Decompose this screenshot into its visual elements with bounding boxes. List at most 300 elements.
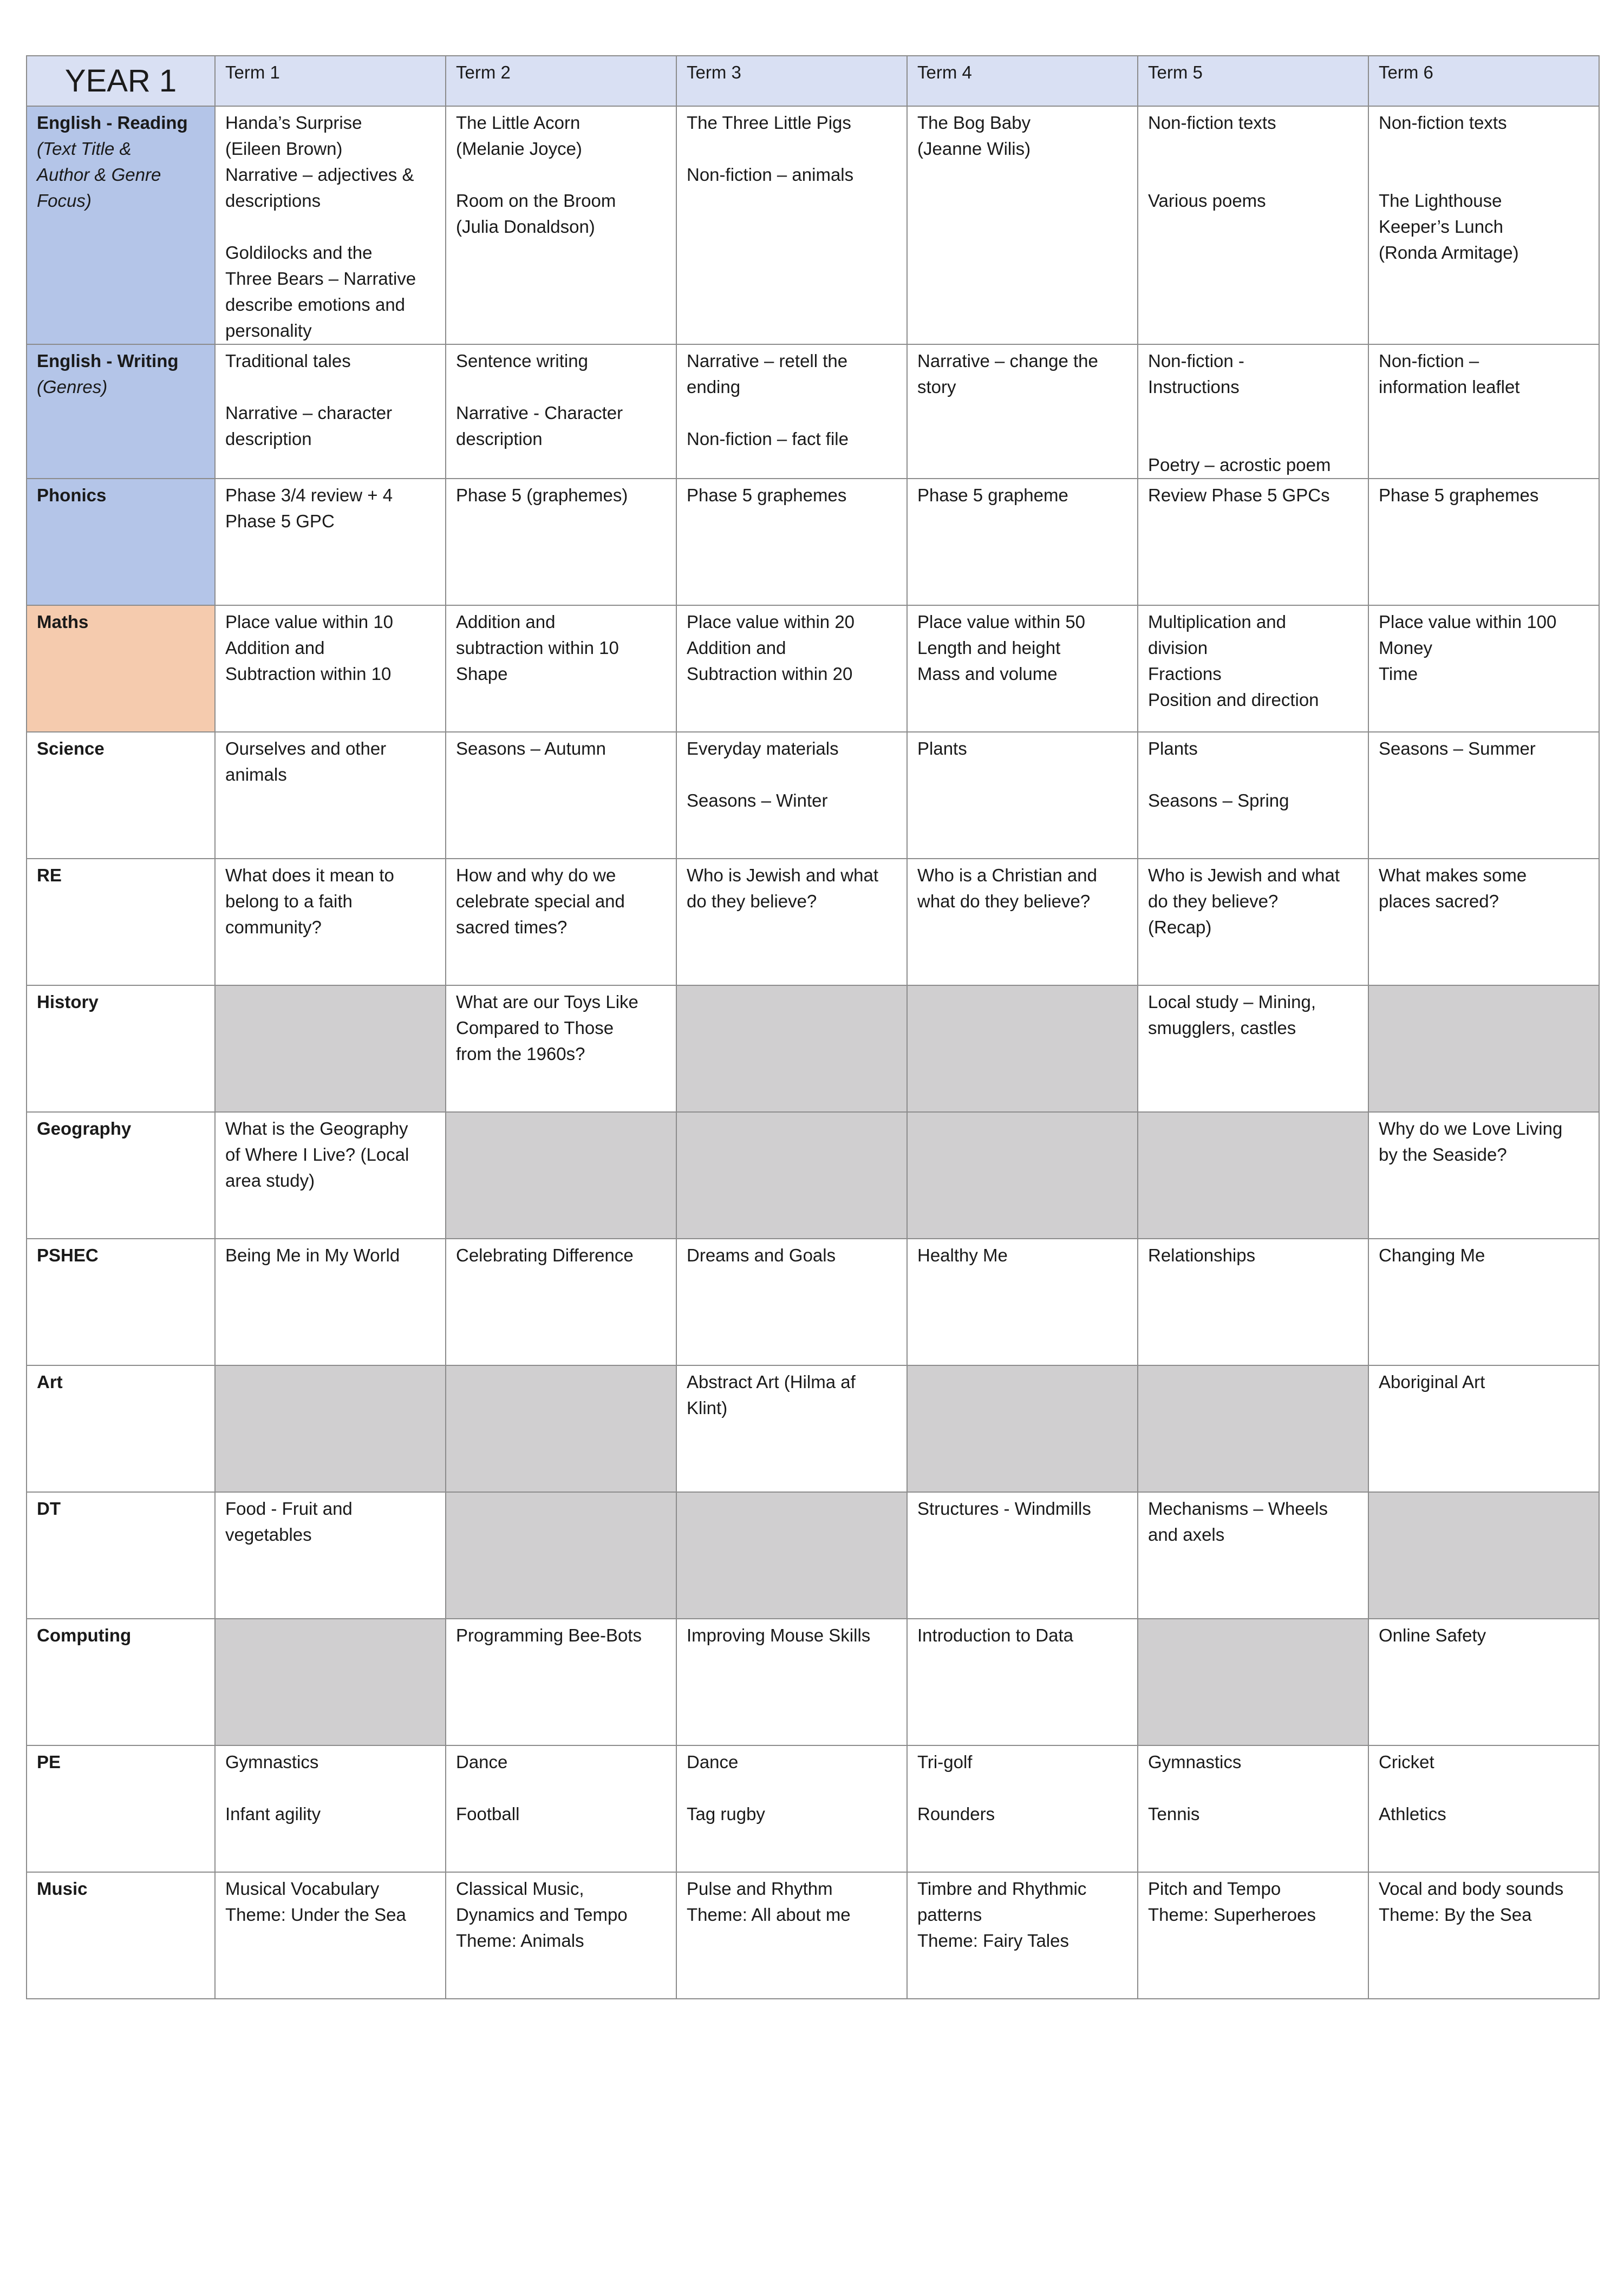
subject-cell (27, 1745, 215, 1872)
cell-text: Phase 5 grapheme (917, 485, 1068, 505)
cell-text: Position and direction (1148, 690, 1319, 710)
term-cell (446, 1492, 676, 1619)
term-cell (446, 605, 676, 732)
subject-cell (27, 985, 215, 1112)
cell-text: Poetry – acrostic poem (1148, 455, 1331, 475)
term-cell (446, 479, 676, 605)
cell-text: (Recap) (1148, 917, 1212, 937)
cell-text: Infant agility (225, 1804, 321, 1824)
term-cell (907, 859, 1138, 985)
cell-text: Classical Music, (456, 1879, 584, 1899)
term-cell (446, 985, 676, 1112)
cell-text: Theme: Under the Sea (225, 1905, 406, 1925)
cell-text: Tri-golf (917, 1752, 973, 1772)
subject-cell (27, 1619, 215, 1745)
line-gap (1379, 136, 1589, 162)
subject-label: PSHEC (37, 1245, 99, 1265)
cell-text: Being Me in My World (225, 1245, 400, 1265)
term-cell (215, 1872, 446, 1999)
cell-text: Shape (456, 664, 508, 684)
line-gap (225, 214, 435, 240)
cell-text: story (917, 377, 956, 397)
subject-label: Art (37, 1372, 63, 1392)
term-cell (1138, 106, 1368, 344)
subject-cell (27, 1492, 215, 1619)
cell-text: Addition and (687, 638, 786, 658)
curriculum-table (26, 55, 1600, 1999)
term-cell (215, 1619, 446, 1745)
term-cell (676, 985, 907, 1112)
term-cell (215, 479, 446, 605)
cell-text: Subtraction within 20 (687, 664, 853, 684)
subject-label: Science (37, 738, 105, 758)
cell-text: Non-fiction – fact file (687, 429, 849, 449)
cell-text: Programming Bee-Bots (456, 1625, 642, 1645)
cell-text: Phase 5 (graphemes) (456, 485, 628, 505)
term-cell (1138, 1872, 1368, 1999)
cell-text: Seasons – Summer (1379, 738, 1536, 758)
term-cell (676, 106, 907, 344)
cell-text: (Jeanne Wilis) (917, 139, 1031, 159)
cell-text: animals (225, 764, 287, 784)
line-gap (456, 1775, 666, 1801)
cell-text: Place value within 50 (917, 612, 1086, 632)
term-cell (446, 344, 676, 479)
cell-text: Dreams and Goals (687, 1245, 836, 1265)
subject-cell (27, 106, 215, 344)
header-row (27, 56, 1599, 106)
cell-text: The Lighthouse (1379, 191, 1502, 211)
line-gap (1148, 426, 1358, 452)
term-cell (907, 344, 1138, 479)
term-cell (676, 859, 907, 985)
cell-text: Everyday materials (687, 738, 839, 758)
cell-text: Tag rugby (687, 1804, 765, 1824)
cell-text: The Little Acorn (456, 113, 581, 133)
cell-text: Timbre and Rhythmic (917, 1879, 1087, 1899)
cell-text: describe emotions and (225, 295, 406, 315)
term-cell (907, 732, 1138, 859)
term-cell (907, 1619, 1138, 1745)
term-header: Term 2 (446, 56, 676, 106)
cell-text: Gymnastics (225, 1752, 319, 1772)
term-cell (907, 1492, 1138, 1619)
cell-text: Tennis (1148, 1804, 1200, 1824)
cell-text: Non-fiction texts (1148, 113, 1276, 133)
cell-text: Theme: Superheroes (1148, 1905, 1316, 1925)
subject-label: History (37, 992, 99, 1012)
cell-text: Klint) (687, 1398, 728, 1418)
term-cell (907, 1239, 1138, 1365)
line-gap (225, 374, 435, 400)
term-cell (907, 985, 1138, 1112)
term-cell (676, 605, 907, 732)
cell-text: Place value within 10 (225, 612, 394, 632)
subject-label: Geography (37, 1118, 132, 1139)
cell-text: information leaflet (1379, 377, 1520, 397)
term-cell (1368, 1112, 1599, 1239)
cell-text: Healthy Me (917, 1245, 1008, 1265)
table-row (27, 1112, 1599, 1239)
term-cell (1138, 605, 1368, 732)
cell-text: do they believe? (1148, 891, 1279, 911)
term-cell (676, 1872, 907, 1999)
cell-text: Fractions (1148, 664, 1222, 684)
term-cell (215, 1492, 446, 1619)
term-cell (1368, 344, 1599, 479)
term-cell (215, 985, 446, 1112)
cell-text: Non-fiction – (1379, 351, 1479, 371)
term-cell (446, 732, 676, 859)
term-cell (1368, 985, 1599, 1112)
cell-text: Dynamics and Tempo (456, 1905, 628, 1925)
cell-text: what do they believe? (917, 891, 1091, 911)
term-cell (215, 1745, 446, 1872)
cell-text: Sentence writing (456, 351, 588, 371)
cell-text: Theme: Fairy Tales (917, 1931, 1069, 1951)
term-cell (1368, 106, 1599, 344)
cell-text: Food - Fruit and (225, 1499, 353, 1519)
table-row (27, 605, 1599, 732)
cell-text: Abstract Art (Hilma af (687, 1372, 856, 1392)
subject-cell (27, 479, 215, 605)
cell-text: smugglers, castles (1148, 1018, 1296, 1038)
cell-text: The Three Little Pigs (687, 113, 851, 133)
term-cell (1368, 479, 1599, 605)
term-cell (676, 1745, 907, 1872)
cell-text: personality (225, 320, 312, 341)
line-gap (1148, 1775, 1358, 1801)
cell-text: celebrate special and (456, 891, 625, 911)
subject-note: (Genres) (37, 377, 108, 397)
subject-cell (27, 605, 215, 732)
cell-text: places sacred? (1379, 891, 1499, 911)
table-row (27, 1745, 1599, 1872)
line-gap (1379, 1775, 1589, 1801)
cell-text: Dance (456, 1752, 508, 1772)
cell-text: What is the Geography (225, 1118, 408, 1139)
cell-text: do they believe? (687, 891, 817, 911)
cell-text: (Julia Donaldson) (456, 217, 595, 237)
cell-text: Plants (917, 738, 967, 758)
table-row (27, 1619, 1599, 1745)
cell-text: Non-fiction texts (1379, 113, 1507, 133)
term-cell (446, 1745, 676, 1872)
cell-text: Narrative – change the (917, 351, 1098, 371)
cell-text: Multiplication and (1148, 612, 1286, 632)
cell-text: Why do we Love Living (1379, 1118, 1563, 1139)
table-body (27, 106, 1599, 1999)
term-cell (1138, 344, 1368, 479)
cell-text: Local study – Mining, (1148, 992, 1316, 1012)
cell-text: Review Phase 5 GPCs (1148, 485, 1330, 505)
line-gap (225, 1775, 435, 1801)
cell-text: Addition and (456, 612, 556, 632)
cell-text: Theme: Animals (456, 1931, 584, 1951)
cell-text: Subtraction within 10 (225, 664, 392, 684)
table-row (27, 1239, 1599, 1365)
line-gap (687, 762, 897, 788)
term-cell (215, 344, 446, 479)
term-cell (1138, 1492, 1368, 1619)
term-cell (907, 1112, 1138, 1239)
cell-text: Money (1379, 638, 1433, 658)
line-gap (1148, 400, 1358, 426)
cell-text: area study) (225, 1170, 315, 1190)
cell-text: descriptions (225, 191, 321, 211)
cell-text: Who is Jewish and what (1148, 865, 1340, 885)
subject-label: Maths (37, 612, 89, 632)
cell-text: ending (687, 377, 741, 397)
term-cell (676, 479, 907, 605)
cell-text: Place value within 100 (1379, 612, 1557, 632)
cell-text: subtraction within 10 (456, 638, 619, 658)
cell-text: Time (1379, 664, 1418, 684)
table-row (27, 859, 1599, 985)
cell-text: Theme: All about me (687, 1905, 851, 1925)
term-header: Term 1 (215, 56, 446, 106)
cell-text: How and why do we (456, 865, 616, 885)
term-cell (446, 1619, 676, 1745)
term-cell (1368, 605, 1599, 732)
cell-text: Musical Vocabulary (225, 1879, 380, 1899)
term-cell (1138, 732, 1368, 859)
cell-text: Cricket (1379, 1752, 1434, 1772)
cell-text: sacred times? (456, 917, 568, 937)
term-header: Term 6 (1368, 56, 1599, 106)
year-label: YEAR 1 (27, 56, 215, 106)
term-cell (446, 106, 676, 344)
cell-text: Ourselves and other (225, 738, 387, 758)
cell-text: community? (225, 917, 322, 937)
table-row (27, 479, 1599, 605)
cell-text: Non-fiction - (1148, 351, 1244, 371)
subject-label: Phonics (37, 485, 107, 505)
subject-cell (27, 1112, 215, 1239)
subject-cell (27, 1239, 215, 1365)
term-cell (907, 106, 1138, 344)
term-cell (676, 1365, 907, 1492)
cell-text: Structures - Windmills (917, 1499, 1091, 1519)
cell-text: (Eileen Brown) (225, 139, 343, 159)
term-cell (1138, 859, 1368, 985)
cell-text: Narrative – adjectives & (225, 165, 414, 185)
term-cell (676, 1619, 907, 1745)
term-cell (215, 106, 446, 344)
line-gap (456, 162, 666, 188)
term-cell (676, 1239, 907, 1365)
cell-text: Aboriginal Art (1379, 1372, 1485, 1392)
term-cell (446, 859, 676, 985)
cell-text: Keeper’s Lunch (1379, 217, 1503, 237)
subject-label: RE (37, 865, 62, 885)
cell-text: Changing Me (1379, 1245, 1485, 1265)
cell-text: Phase 3/4 review + 4 (225, 485, 393, 505)
term-cell (676, 1492, 907, 1619)
cell-text: Pitch and Tempo (1148, 1879, 1281, 1899)
cell-text: Narrative - Character (456, 403, 623, 423)
cell-text: Three Bears – Narrative (225, 269, 416, 289)
table-row (27, 106, 1599, 344)
cell-text: The Bog Baby (917, 113, 1031, 133)
term-cell (1368, 732, 1599, 859)
cell-text: division (1148, 638, 1208, 658)
term-cell (1138, 1619, 1368, 1745)
cell-text: Seasons – Winter (687, 790, 828, 810)
cell-text: vegetables (225, 1525, 312, 1545)
subject-label: English - Writing (37, 351, 179, 371)
subject-note: Focus) (37, 191, 92, 211)
line-gap (687, 136, 897, 162)
subject-label: PE (37, 1752, 61, 1772)
cell-text: Plants (1148, 738, 1198, 758)
cell-text: Who is a Christian and (917, 865, 1097, 885)
cell-text: (Ronda Armitage) (1379, 243, 1519, 263)
cell-text: (Melanie Joyce) (456, 139, 582, 159)
table-row (27, 985, 1599, 1112)
term-cell (1368, 1745, 1599, 1872)
cell-text: Room on the Broom (456, 191, 616, 211)
line-gap (1148, 136, 1358, 162)
cell-text: Improving Mouse Skills (687, 1625, 871, 1645)
subject-cell (27, 732, 215, 859)
cell-text: Dance (687, 1752, 739, 1772)
term-cell (215, 859, 446, 985)
cell-text: Pulse and Rhythm (687, 1879, 833, 1899)
cell-text: Seasons – Spring (1148, 790, 1289, 810)
cell-text: Goldilocks and the (225, 243, 373, 263)
cell-text: Athletics (1379, 1804, 1446, 1824)
line-gap (687, 1775, 897, 1801)
cell-text: belong to a faith (225, 891, 353, 911)
line-gap (1148, 162, 1358, 188)
line-gap (456, 374, 666, 400)
term-cell (907, 479, 1138, 605)
cell-text: patterns (917, 1905, 982, 1925)
table-row (27, 344, 1599, 479)
term-cell (907, 605, 1138, 732)
term-cell (215, 732, 446, 859)
cell-text: description (456, 429, 543, 449)
cell-text: Phase 5 graphemes (687, 485, 847, 505)
cell-text: Rounders (917, 1804, 995, 1824)
term-cell (446, 1872, 676, 1999)
cell-text: What are our Toys Like (456, 992, 638, 1012)
term-cell (215, 605, 446, 732)
cell-text: What makes some (1379, 865, 1527, 885)
table-row (27, 1492, 1599, 1619)
cell-text: Gymnastics (1148, 1752, 1242, 1772)
subject-note: (Text Title & (37, 139, 132, 159)
cell-text: Narrative – retell the (687, 351, 848, 371)
subject-cell (27, 344, 215, 479)
term-cell (215, 1112, 446, 1239)
subject-cell (27, 859, 215, 985)
term-cell (1368, 1492, 1599, 1619)
cell-text: Non-fiction – animals (687, 165, 854, 185)
table-row (27, 732, 1599, 859)
cell-text: Various poems (1148, 191, 1266, 211)
cell-text: and axels (1148, 1525, 1225, 1545)
term-cell (907, 1872, 1138, 1999)
term-cell (215, 1365, 446, 1492)
term-cell (1368, 1872, 1599, 1999)
cell-text: by the Seaside? (1379, 1144, 1507, 1165)
term-cell (676, 344, 907, 479)
cell-text: Compared to Those (456, 1018, 614, 1038)
term-cell (1138, 479, 1368, 605)
cell-text: description (225, 429, 312, 449)
subject-label: DT (37, 1499, 61, 1519)
cell-text: Relationships (1148, 1245, 1256, 1265)
term-cell (1368, 1619, 1599, 1745)
term-cell (1138, 1112, 1368, 1239)
cell-text: Place value within 20 (687, 612, 855, 632)
cell-text: Handa’s Surprise (225, 113, 362, 133)
subject-label: Music (37, 1879, 88, 1899)
term-cell (1368, 1365, 1599, 1492)
cell-text: Online Safety (1379, 1625, 1486, 1645)
term-cell (907, 1365, 1138, 1492)
term-cell (1138, 1239, 1368, 1365)
term-cell (676, 732, 907, 859)
table-row (27, 1872, 1599, 1999)
term-header: Term 3 (676, 56, 907, 106)
cell-text: Introduction to Data (917, 1625, 1074, 1645)
term-cell (1368, 859, 1599, 985)
term-cell (1368, 1239, 1599, 1365)
subject-label: Computing (37, 1625, 132, 1645)
cell-text: Addition and (225, 638, 325, 658)
cell-text: from the 1960s? (456, 1044, 585, 1064)
cell-text: What does it mean to (225, 865, 394, 885)
cell-text: Traditional tales (225, 351, 351, 371)
table-row (27, 1365, 1599, 1492)
subject-label: English - Reading (37, 113, 188, 133)
term-cell (1138, 1745, 1368, 1872)
cell-text: Seasons – Autumn (456, 738, 606, 758)
cell-text: Theme: By the Sea (1379, 1905, 1532, 1925)
line-gap (1148, 762, 1358, 788)
term-cell (446, 1112, 676, 1239)
cell-text: Vocal and body sounds (1379, 1879, 1564, 1899)
term-cell (1138, 1365, 1368, 1492)
term-cell (1138, 985, 1368, 1112)
cell-text: Football (456, 1804, 520, 1824)
cell-text: Phase 5 graphemes (1379, 485, 1539, 505)
line-gap (1379, 162, 1589, 188)
term-cell (446, 1239, 676, 1365)
cell-text: Phase 5 GPC (225, 511, 335, 531)
term-header: Term 5 (1138, 56, 1368, 106)
cell-text: of Where I Live? (Local (225, 1144, 409, 1165)
cell-text: Instructions (1148, 377, 1240, 397)
term-cell (907, 1745, 1138, 1872)
cell-text: Length and height (917, 638, 1061, 658)
line-gap (687, 400, 897, 426)
cell-text: Narrative – character (225, 403, 393, 423)
cell-text: Celebrating Difference (456, 1245, 634, 1265)
cell-text: Mechanisms – Wheels (1148, 1499, 1328, 1519)
cell-text: Mass and volume (917, 664, 1058, 684)
term-cell (676, 1112, 907, 1239)
cell-text: Who is Jewish and what (687, 865, 878, 885)
term-cell (446, 1365, 676, 1492)
subject-note: Author & Genre (37, 165, 161, 185)
subject-cell (27, 1365, 215, 1492)
term-cell (215, 1239, 446, 1365)
subject-cell (27, 1872, 215, 1999)
